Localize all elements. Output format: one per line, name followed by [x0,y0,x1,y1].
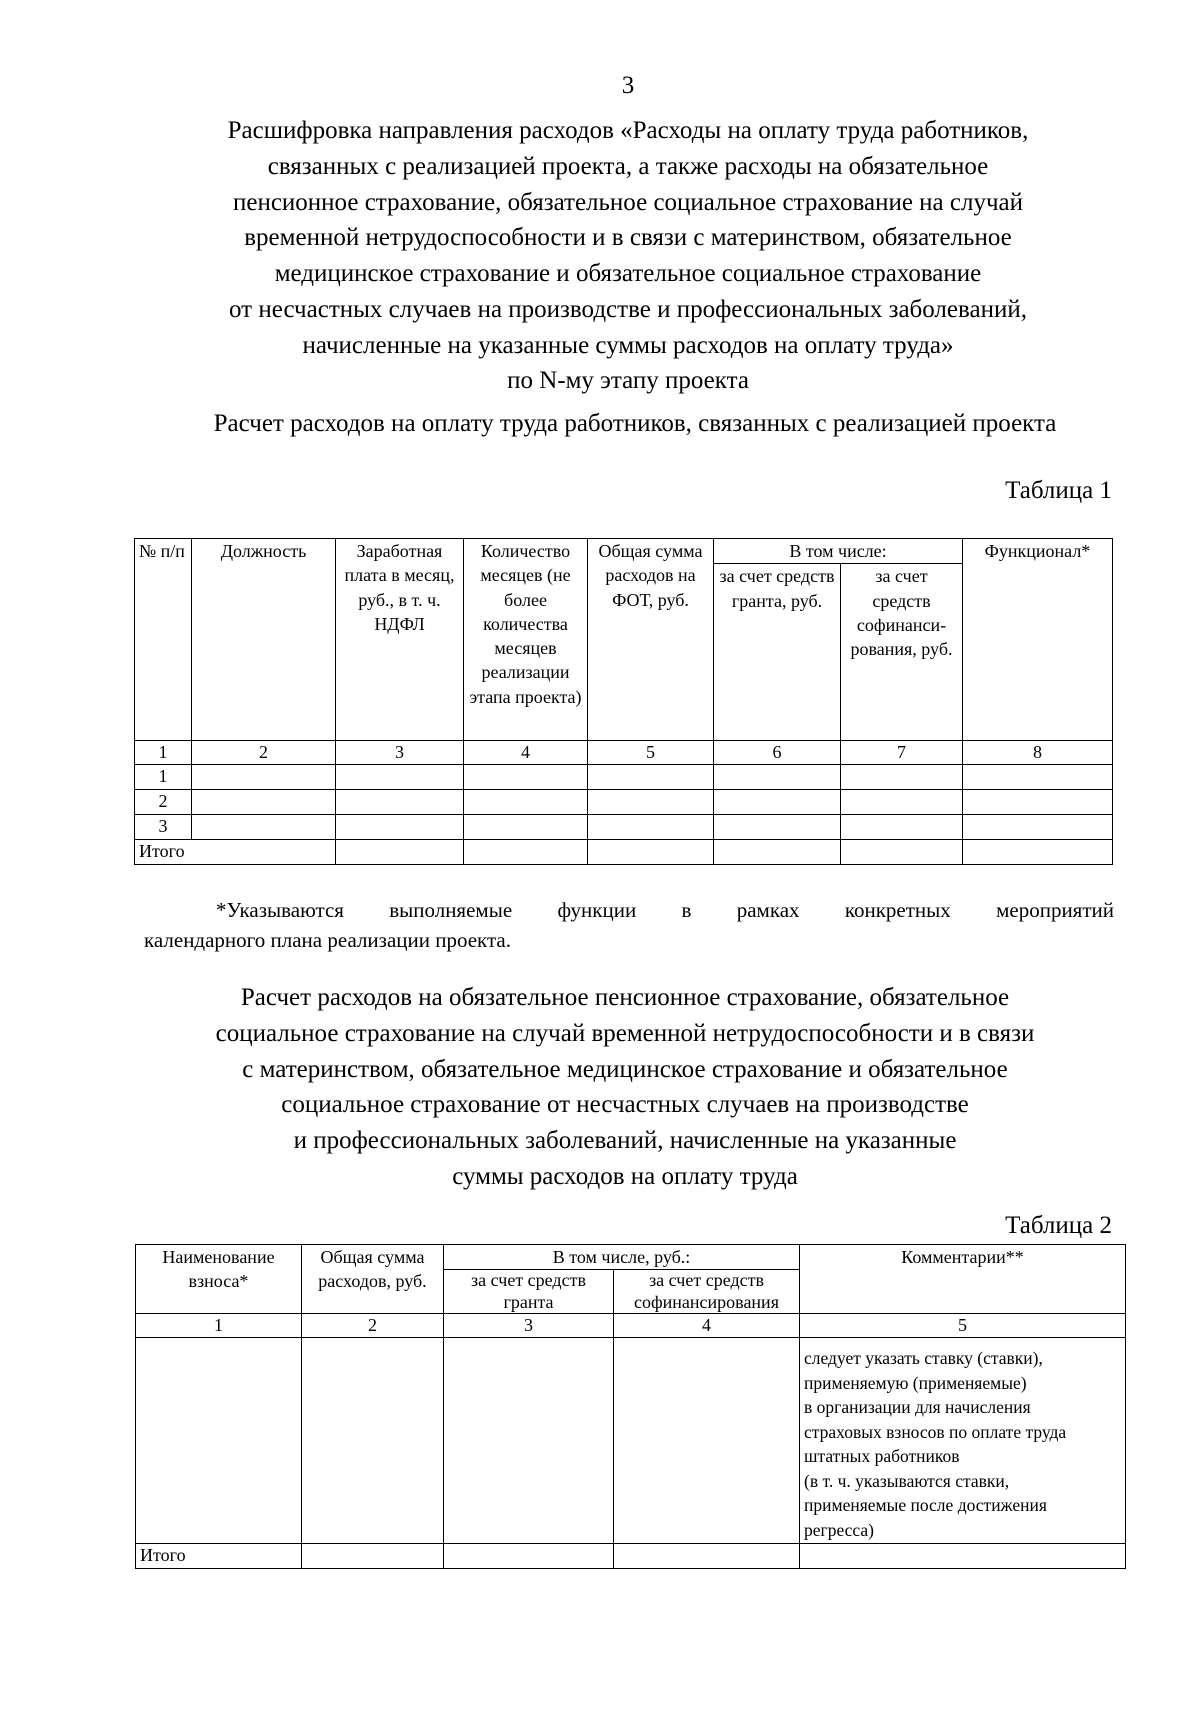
title-line: и профессиональных заболеваний, начисленные на указанные [293,1127,957,1154]
t1-header-function: Функционал* [963,539,1113,741]
t1-colnum: 1 [135,741,192,765]
t2-comment-line: следует указать ставку (ставки), [804,1348,1043,1369]
page-number: 3 [621,72,635,99]
t1-header-grant: за счет средств гранта, руб. [714,564,841,741]
t1-total-row [135,840,1113,865]
footnote-1 [144,895,1114,956]
table1 [134,538,1113,865]
t1-colnum: 8 [963,741,1113,765]
t2-column-numbers [136,1314,1126,1338]
title-line: пенсионное страхование, обязательное социальное страхование на случай [232,188,1024,216]
title-line: временной нетрудоспособности и в связи с материнством, обязательное [244,224,1012,252]
t1-row-number: 1 [135,765,192,790]
t1-colnum: 2 [192,741,336,765]
title-line: Расчет расходов на обязательное пенсионное страхование, обязательное [240,984,1010,1011]
t1-header-total: Общая сумма расходов на ФОТ, руб. [588,539,714,741]
title-line: Расшифровка направления расходов «Расходы на оплату труда работников, [227,117,1029,144]
t1-colnum: 5 [588,741,714,765]
footnote-line: календарного плана реализации проекта. [144,928,511,953]
t1-header-cofinancing: за счет средств софинанси-рования, руб. [841,564,963,741]
title-line: с материнством, обязательное медицинское страхование и обязательное [242,1055,1008,1083]
t2-comment-cell [800,1338,1126,1544]
table-row [135,790,1113,815]
table-row [135,815,1113,840]
t1-total-label: Итого [135,840,336,865]
document-title [120,113,1136,399]
t1-column-numbers [135,741,1113,765]
table2 [135,1244,1126,1569]
t2-colnum: 4 [614,1314,800,1338]
t2-comment-line: применяемые после достижения [804,1495,1047,1516]
t2-header-total: Общая сумма расходов, руб. [302,1245,444,1314]
t2-comment-line: регресса) [804,1519,875,1540]
title-line: по N-му этапу проекта [507,367,749,395]
section1-title: Расчет расходов на оплату труда работников, связанных с реализацией проекта [213,410,1057,437]
t2-comment-line: страховых взносов по оплате труда [804,1421,1067,1442]
t1-row-number: 3 [135,815,192,840]
t2-colnum: 2 [302,1314,444,1338]
t1-colnum: 6 [714,741,841,765]
t2-colnum: 3 [444,1314,614,1338]
t2-header-name: Наименование взноса* [136,1245,302,1314]
t2-colnum: 1 [136,1314,302,1338]
t2-comment-line: в организации для начисления [804,1397,1031,1418]
table2-label: Таблица 2 [1005,1212,1112,1239]
section2-title [125,980,1125,1195]
table-row [136,1338,1126,1544]
t1-header-position: Должность [192,539,336,741]
title-line: социальное страхование на случай временной нетрудоспособности и в связи [215,1019,1035,1047]
t1-header-salary: Заработная плата в месяц, руб., в т. ч. НДФЛ [336,539,464,741]
t1-header-including: В том числе: [714,539,963,564]
t2-comment-line: (в т. ч. указываются ставки, [804,1470,1010,1491]
t1-row-number: 2 [135,790,192,815]
t2-header-comments: Комментарии** [800,1245,1126,1314]
t2-total-row [136,1544,1126,1569]
t2-colnum: 5 [800,1314,1126,1338]
t2-comment-line: штатных работников [804,1446,960,1467]
footnote-line: *Указываются выполняемые функции в рамках конкретных мероприятий [216,898,1114,922]
t1-header-months: Количество месяцев (не более количества месяцев реализации этапа проекта) [464,539,588,741]
title-line: суммы расходов на оплату труда [452,1162,798,1190]
t2-header-cofinancing: за счет средств софинансирования [614,1270,800,1314]
t1-colnum: 4 [464,741,588,765]
title-line: от несчастных случаев на производстве и профессиональных заболеваний, [229,295,1027,323]
title-line: связанных с реализацией проекта, а также расходы на обязательное [267,152,989,180]
t2-total-label: Итого [136,1544,302,1569]
t1-colnum: 7 [841,741,963,765]
t2-header-including: В том числе, руб.: [444,1245,800,1270]
title-line: социальное страхование от несчастных случаев на производстве [281,1091,969,1119]
t1-colnum: 3 [336,741,464,765]
title-line: медицинское страхование и обязательное социальное страхование [274,260,982,287]
t2-header-grant: за счет средств гранта [444,1270,614,1314]
t1-header-num: № п/п [135,539,192,741]
table1-label: Таблица 1 [1005,477,1112,504]
t2-comment-line: применяемую (применяемые) [804,1372,1027,1393]
title-line: начисленные на указанные суммы расходов на оплату труда» [302,331,954,359]
table-row [135,765,1113,790]
